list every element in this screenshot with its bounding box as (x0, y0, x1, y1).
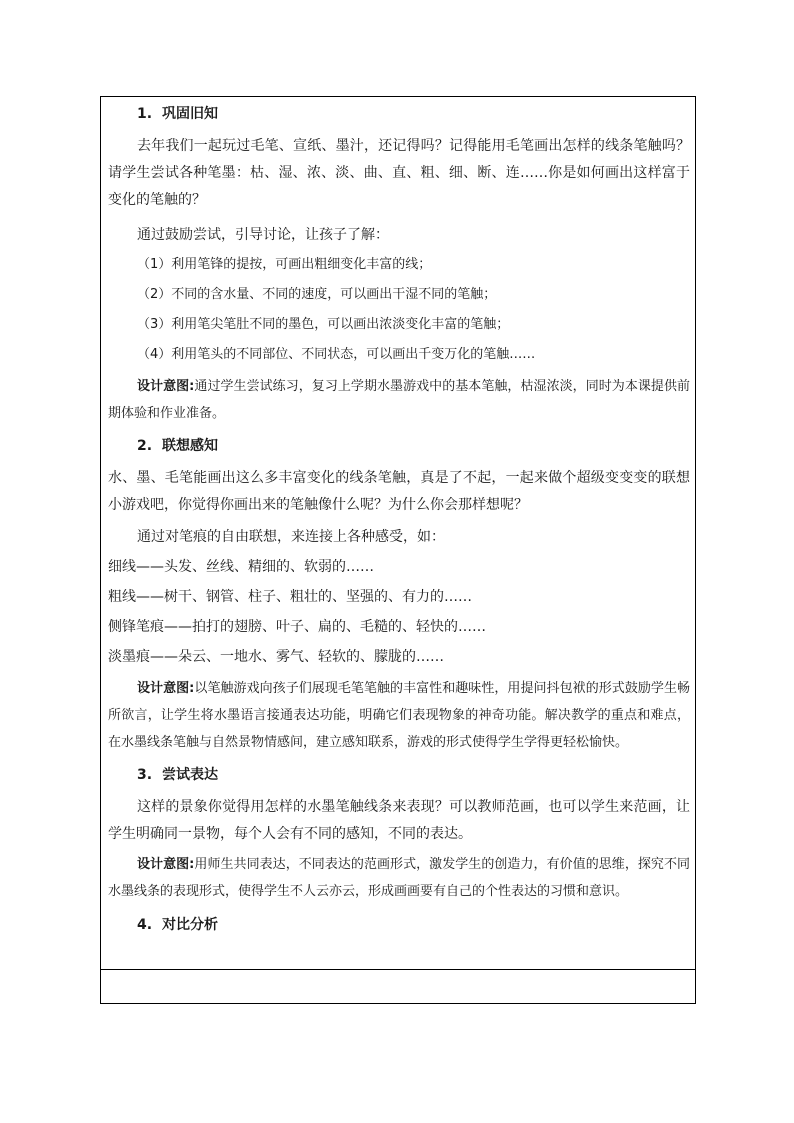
list-item: （1）利用笔锋的提按，可画出粗细变化丰富的线； (137, 257, 432, 272)
section-lead: 通过对笔痕的自由联想，来连接上各种感受，如： (137, 529, 445, 545)
section-intro: 这样的景象你觉得用怎样的水墨笔触线条来表现？可以教师范画，也可以学生来范画，让学生明确同一景物，每个人会有不同的感知，不同的表达。 (108, 799, 690, 842)
design-intent (108, 675, 690, 756)
design-intent-text: 通过学生尝试练习，复习上学期水墨游戏中的基本笔触，枯湿浓淡，同时为本课提供前期体验和作业准备。 (108, 379, 690, 421)
section-number: 3. (137, 767, 153, 783)
section-title: 尝试表达 (162, 767, 218, 783)
section-number: 2. (137, 438, 153, 454)
section-heading (108, 98, 690, 130)
lesson-content (108, 98, 690, 941)
design-intent-label: 设计意图: (137, 681, 195, 696)
list-item: 侧锋笔痕——拍打的翅膀、叶子、扁的、毛糙的、轻快的…… (108, 619, 486, 635)
list-item: 粗线——树干、钢管、柱子、粗壮的、坚强的、有力的…… (108, 589, 472, 605)
section-number: 1. (137, 106, 153, 122)
section-intro: 去年我们一起玩过毛笔、宣纸、墨汁，还记得吗？记得能用毛笔画出怎样的线条笔触吗？请学生尝试各种笔墨：枯、湿、浓、淡、曲、直、粗、细、断、连……你是如何画出这样富于变化的笔触的？ (108, 138, 690, 208)
section-intro: 水、墨、毛笔能画出这么多丰富变化的线条笔触，真是了不起，一起来做个超级变变变的联想小游戏吧，你觉得你画出来的笔触像什么呢？为什么你会那样想呢？ (108, 470, 690, 513)
table-row-divider (100, 969, 696, 970)
section-heading (108, 430, 690, 462)
design-intent-label: 设计意图: (137, 857, 195, 872)
section-title: 巩固旧知 (162, 106, 218, 122)
design-intent (108, 851, 690, 905)
design-intent (108, 373, 690, 427)
list-item: （3）利用笔尖笔肚不同的墨色，可以画出浓淡变化丰富的笔触； (137, 317, 510, 332)
list-item: （2）不同的含水量、不同的速度，可以画出干湿不同的笔触； (137, 287, 497, 302)
list-item: （4）利用笔头的不同部位、不同状态，可以画出千变万化的笔触…… (137, 347, 536, 362)
section-heading (108, 909, 690, 941)
section-lead: 通过鼓励尝试，引导讨论，让孩子了解： (137, 227, 389, 243)
section-title: 对比分析 (162, 917, 218, 933)
design-intent-text: 以笔触游戏向孩子们展现毛笔笔触的丰富性和趣味性，用提问抖包袱的形式鼓励学生畅所欲言，让学生将水墨语言接通表达功能，明确它们表现物象的神奇功能。解决教学的重点和难点，在水墨线条笔触与自然景物情感间，建立感知联系，游戏的形式使得学生学得更轻松愉快。 (108, 681, 690, 750)
list-item: 淡墨痕——朵云、一地水、雾气、轻软的、朦胧的…… (108, 649, 444, 665)
section-heading (108, 759, 690, 791)
design-intent-label: 设计意图: (137, 379, 195, 394)
design-intent-text: 用师生共同表达，不同表达的范画形式，激发学生的创造力，有价值的思维，探究不同水墨线条的表现形式，使得学生不人云亦云，形成画画要有自己的个性表达的习惯和意识。 (108, 857, 690, 899)
list-item: 细线——头发、丝线、精细的、软弱的…… (108, 559, 374, 575)
section-title: 联想感知 (162, 438, 218, 454)
section-number: 4. (137, 917, 153, 933)
